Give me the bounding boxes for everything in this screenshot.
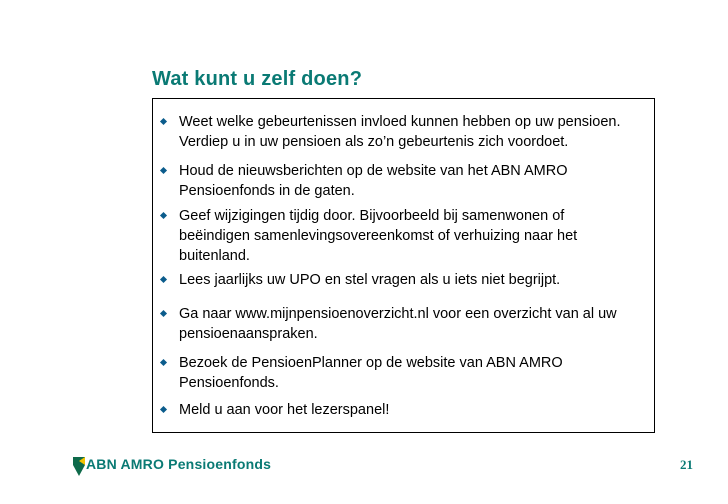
bullet-item xyxy=(179,112,649,152)
abn-amro-shield-icon xyxy=(73,455,87,477)
diamond-bullet-icon xyxy=(160,310,167,317)
bullet-item xyxy=(179,206,649,266)
diamond-bullet-icon xyxy=(160,359,167,366)
bullet-line: Ga naar www.mijnpensioenoverzicht.nl voor een overzicht van al uw xyxy=(179,306,617,322)
diamond-bullet-icon xyxy=(160,212,167,219)
bullet-line: Pensioenfonds. xyxy=(179,375,279,391)
diamond-bullet-icon xyxy=(160,118,167,125)
bullet-line: Bezoek de PensioenPlanner op de website van ABN AMRO xyxy=(179,355,563,371)
content-box xyxy=(152,98,655,433)
bullet-item xyxy=(179,161,649,201)
bullet-line: Meld u aan voor het lezerspanel! xyxy=(179,402,390,418)
footer-brand: ABN AMRO Pensioenfonds xyxy=(86,456,272,472)
bullet-item xyxy=(179,400,649,420)
diamond-bullet-icon xyxy=(160,406,167,413)
bullet-line: buitenland. xyxy=(179,248,250,264)
bullet-item xyxy=(179,304,649,344)
bullet-item xyxy=(179,270,649,290)
bullet-line: Geef wijzigingen tijdig door. Bijvoorbeeld bij samenwonen of xyxy=(179,208,565,224)
bullet-line: pensioenaanspraken. xyxy=(179,326,318,342)
bullet-line: Lees jaarlijks uw UPO en stel vragen als u iets niet begrijpt. xyxy=(179,272,561,288)
bullet-line: Pensioenfonds in de gaten. xyxy=(179,183,355,199)
bullet-line: beëindigen samenlevingsovereenkomst of verhuizing naar het xyxy=(179,228,578,244)
bullet-line: Houd de nieuwsberichten op de website van het ABN AMRO xyxy=(179,163,568,179)
diamond-bullet-icon xyxy=(160,276,167,283)
bullet-line: Verdiep u in uw pensioen als zo’n gebeurtenis zich voordoet. xyxy=(179,134,569,150)
page-number: 21 xyxy=(680,457,693,472)
bullet-line: Weet welke gebeurtenissen invloed kunnen hebben op uw pensioen. xyxy=(179,114,621,130)
slide-title: Wat kunt u zelf doen? xyxy=(152,68,363,90)
diamond-bullet-icon xyxy=(160,167,167,174)
bullet-item xyxy=(179,353,649,393)
